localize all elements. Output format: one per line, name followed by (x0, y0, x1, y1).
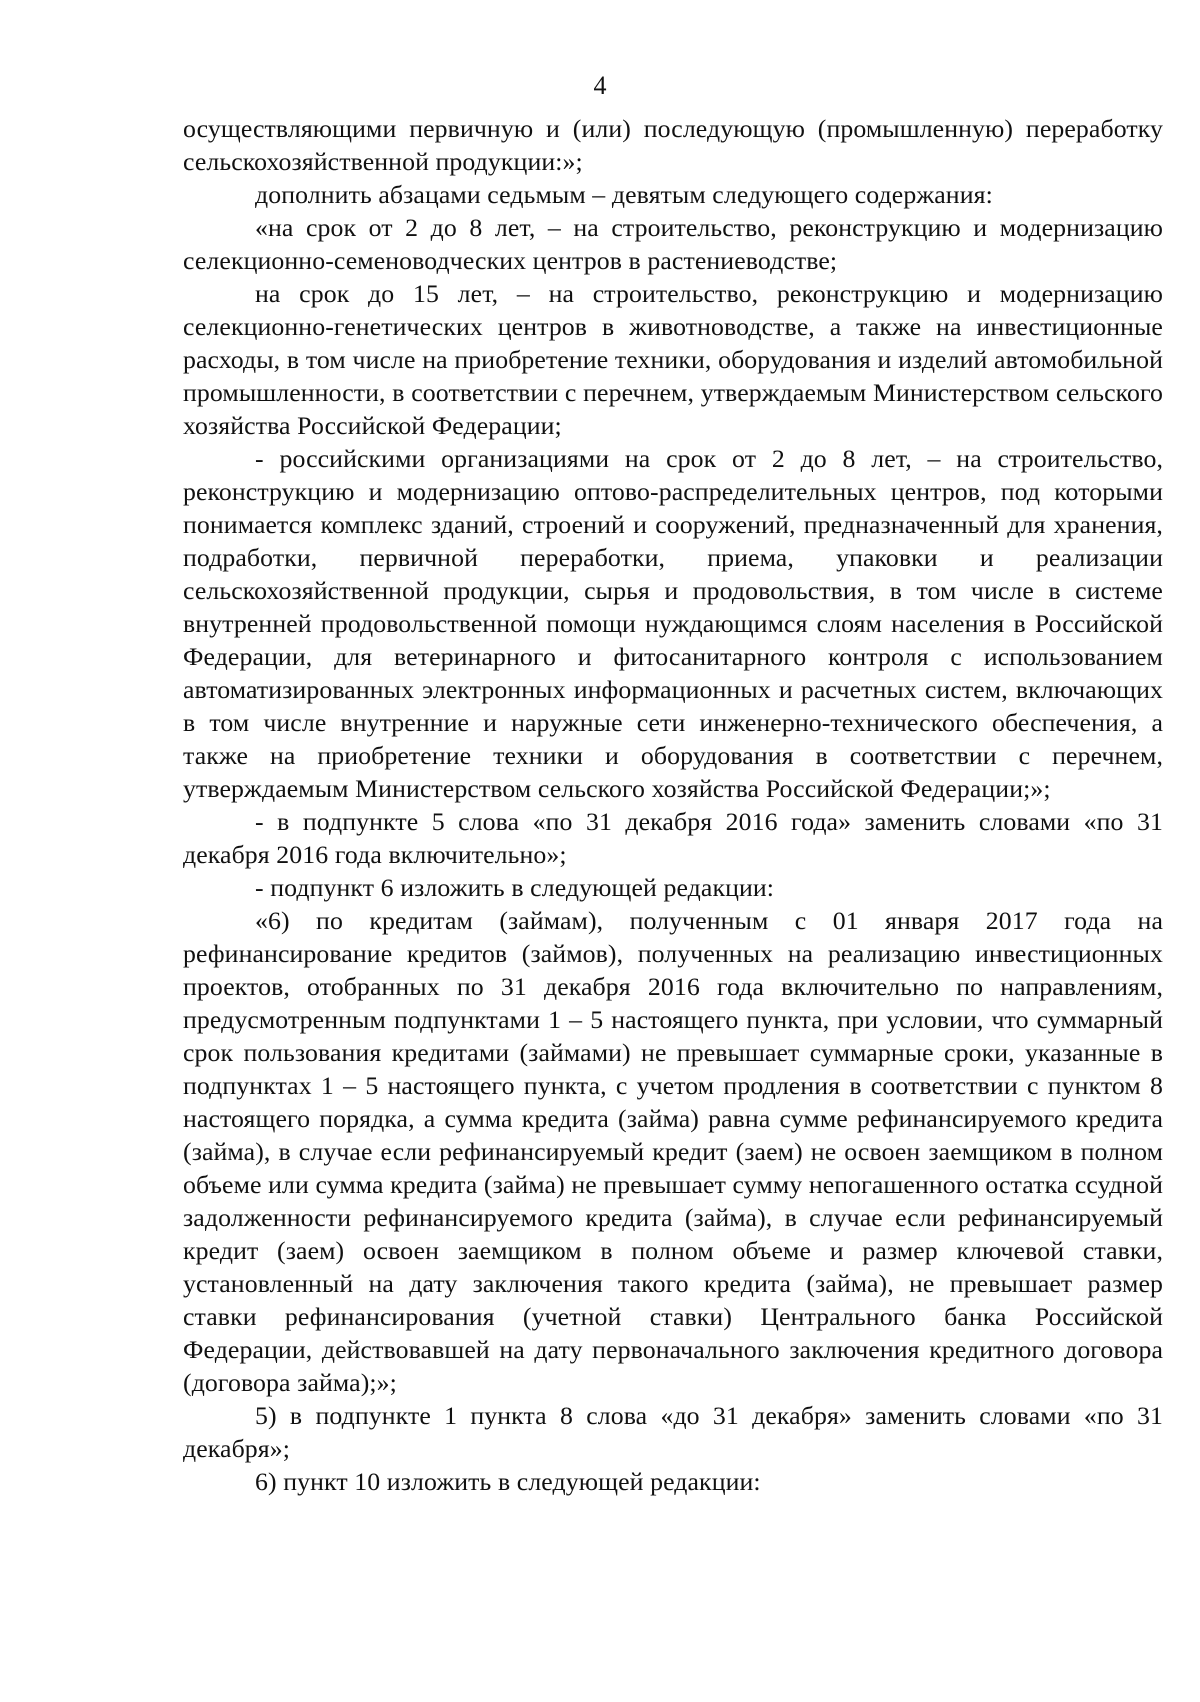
paragraph-term-15-years: на срок до 15 лет, – на строительство, реконструкцию и модернизацию селекционно-генетических центров в животноводстве, а также на инвестиционные расходы, в том числе на приобретение техники, оборудования и изделий автомобильной промышленности, в соответствии с перечнем, утверждаемым Министерством сельского хозяйства Российской Федерации; (183, 279, 1163, 440)
document-body (183, 112, 1163, 1498)
paragraph-continuation: осуществляющими первичную и (или) последующую (промышленную) переработку сельскохозяйственной продукции:»; (183, 114, 1163, 176)
paragraph-subitem-5-amendment: - в подпункте 5 слова «по 31 декабря 2016 года» заменить словами «по 31 декабря 2016 года включительно»; (183, 807, 1163, 869)
paragraph-item-6: 6) пункт 10 изложить в следующей редакции: (255, 1467, 761, 1496)
paragraph-item-5: 5) в подпункте 1 пункта 8 слова «до 31 декабря» заменить словами «по 31 декабря»; (183, 1401, 1163, 1463)
paragraph-russian-organizations: - российскими организациями на срок от 2 до 8 лет, – на строительство, реконструкцию и модернизацию оптово-распределительных центров, под которыми понимается комплекс зданий, строений и сооружений, предназначенный для хранения, подработки, первичной переработки, приема, упаковки и реализации сельскохозяйственной продукции, сырья и продовольствия, в том числе в системе внутренней продовольственной помощи нуждающимся слоям населения в Российской Федерации, для ветеринарного и фитосанитарного контроля с использованием автоматизированных электронных информационных и расчетных систем, включающих в том числе внутренние и наружные сети инженерно-технического обеспечения, а также на приобретение техники и оборудования в соответствии с перечнем, утверждаемым Министерством сельского хозяйства Российской Федерации;»; (183, 444, 1163, 803)
page-number: 4 (593, 71, 607, 100)
paragraph-subitem-6-text: «6) по кредитам (займам), полученным с 01 января 2017 года на рефинансирование кредитов (займов), полученных на реализацию инвестиционных проектов, отобранных по 31 декабря 2016 года включительно по направлениям, предусмотренным подпунктами 1 – 5 настоящего пункта, при условии, что суммарный срок пользования кредитами (займами) не превышает суммарные сроки, указанные в подпунктах 1 – 5 настоящего пункта, с учетом продления в соответствии с пунктом 8 настоящего порядка, а сумма кредита (займа) равна сумме рефинансируемого кредита (займа), в случае если рефинансируемый кредит (заем) не освоен заемщиком в полном объеме или сумма кредита (займа) не превышает сумму непогашенного остатка ссудной задолженности рефинансируемого кредита (займа), в случае если рефинансируемый кредит (заем) освоен заемщиком в полном объеме и размер ключевой ставки, установленный на дату заключения такого кредита (займа), не превышает размер ставки рефинансирования (учетной ставки) Центрального банка Российской Федерации, действовавшей на дату первоначального заключения кредитного договора (договора займа);»; (183, 906, 1163, 1397)
paragraph-subitem-6-intro: - подпункт 6 изложить в следующей редакции: (255, 873, 775, 902)
paragraph-term-2-8-years: «на срок от 2 до 8 лет, – на строительство, реконструкцию и модернизацию селекционно-семеноводческих центров в растениеводстве; (183, 213, 1163, 275)
paragraph-amendment-intro: дополнить абзацами седьмым – девятым следующего содержания: (255, 180, 993, 209)
